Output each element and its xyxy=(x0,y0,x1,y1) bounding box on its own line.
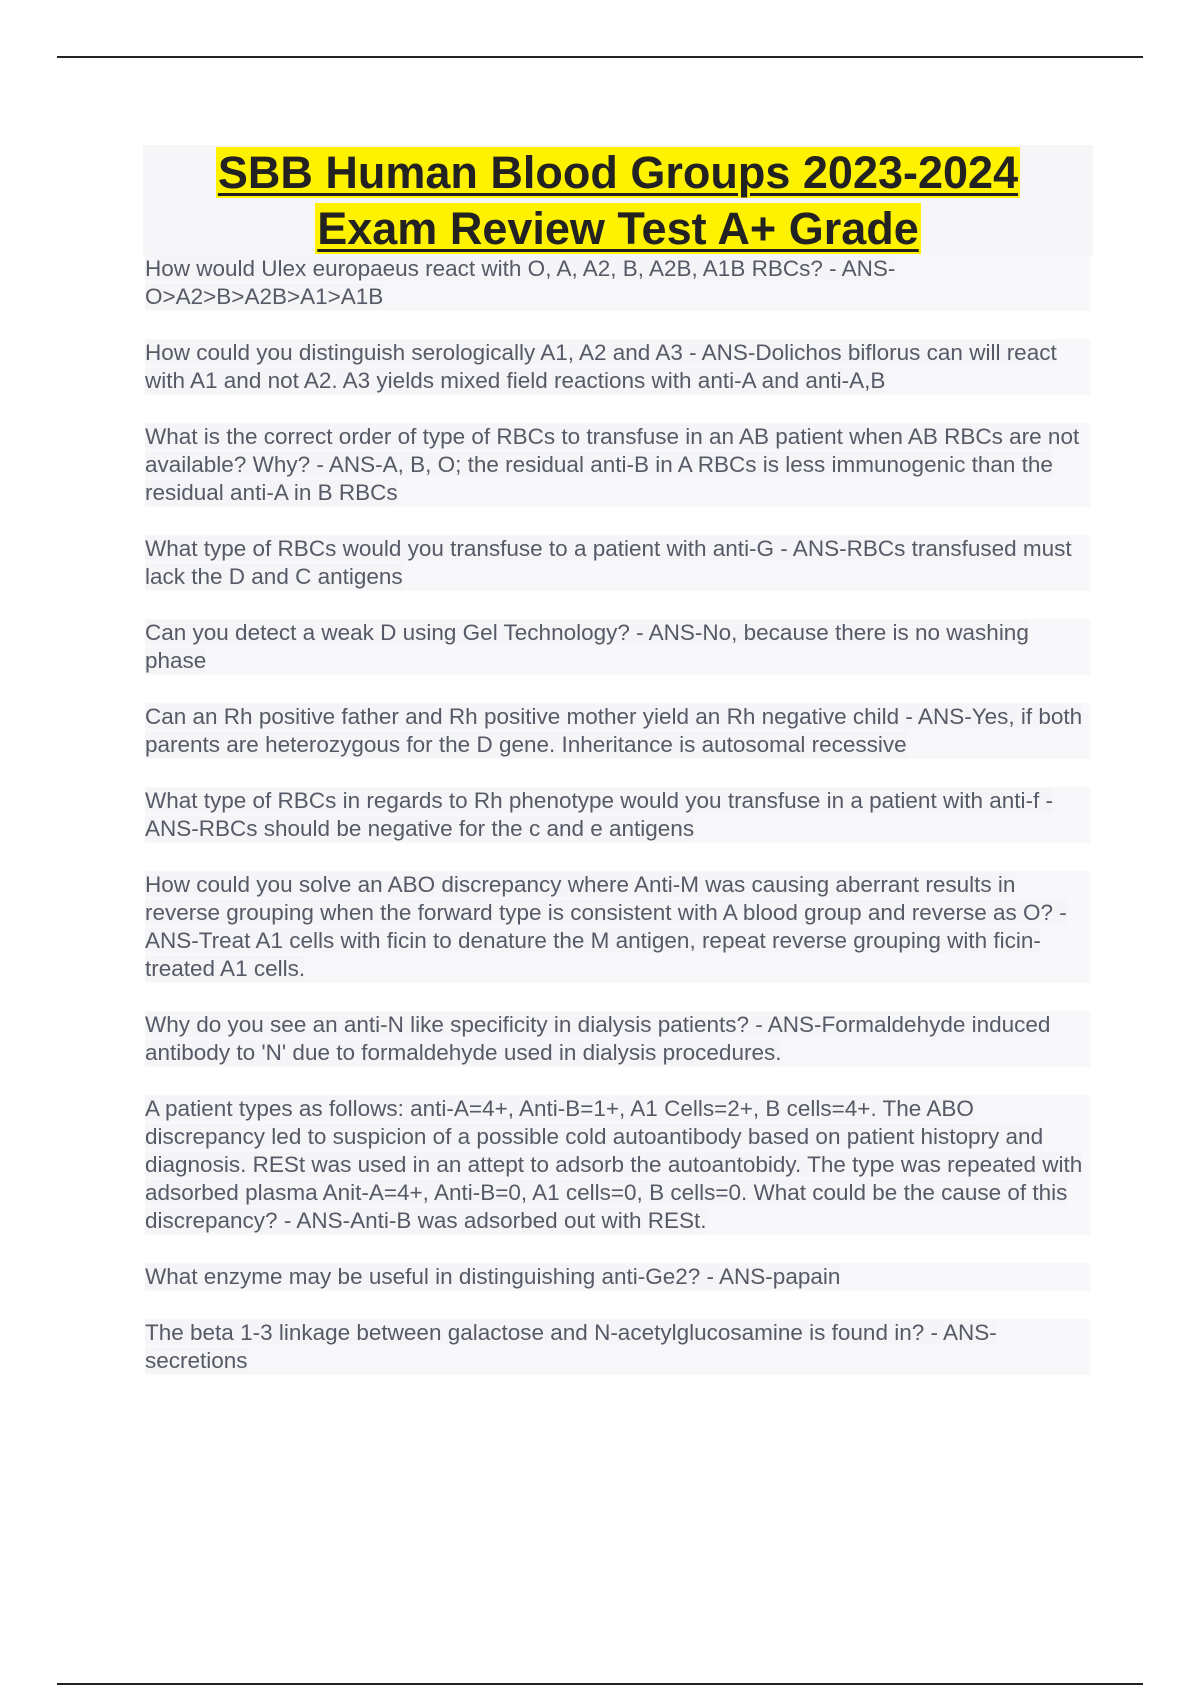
qa-item: What enzyme may be useful in distinguishing anti-Ge2? - ANS-papain xyxy=(145,1263,1090,1291)
document-title xyxy=(143,145,1093,255)
title-line-1: SBB Human Blood Groups 2023-2024 xyxy=(217,147,1019,198)
qa-list xyxy=(145,255,1090,1403)
qa-item: The beta 1-3 linkage between galactose and N-acetylglucosamine is found in? - ANS-secretions xyxy=(145,1319,1090,1375)
qa-item: What is the correct order of type of RBCs to transfuse in an AB patient when AB RBCs are not available? Why? - ANS-A, B, O; the residual anti-B in A RBCs is less immunogenic than the residual anti-A in B RBCs xyxy=(145,423,1090,507)
title-line-2: Exam Review Test A+ Grade xyxy=(317,203,919,254)
qa-item: How could you distinguish serologically A1, A2 and A3 - ANS-Dolichos biflorus can will react with A1 and not A2. A3 yields mixed field reactions with anti-A and anti-A,B xyxy=(145,339,1090,395)
qa-item: Can you detect a weak D using Gel Technology? - ANS-No, because there is no washing phase xyxy=(145,619,1090,675)
qa-item: What type of RBCs in regards to Rh phenotype would you transfuse in a patient with anti-f - ANS-RBCs should be negative for the c and e antigens xyxy=(145,787,1090,843)
qa-item: Can an Rh positive father and Rh positive mother yield an Rh negative child - ANS-Yes, if both parents are heterozygous for the D gene. Inheritance is autosomal recessive xyxy=(145,703,1090,759)
qa-item: How could you solve an ABO discrepancy where Anti-M was causing aberrant results in reverse grouping when the forward type is consistent with A blood group and reverse as O? - ANS-Treat A1 cells with ficin to denature the M antigen, repeat reverse grouping with ficin-treated A1 cells. xyxy=(145,871,1090,983)
bottom-rule xyxy=(57,1683,1143,1685)
top-rule xyxy=(57,56,1143,58)
qa-item: Why do you see an anti-N like specificity in dialysis patients? - ANS-Formaldehyde induced antibody to 'N' due to formaldehyde used in dialysis procedures. xyxy=(145,1011,1090,1067)
qa-item: What type of RBCs would you transfuse to a patient with anti-G - ANS-RBCs transfused must lack the D and C antigens xyxy=(145,535,1090,591)
qa-item: A patient types as follows: anti-A=4+, Anti-B=1+, A1 Cells=2+, B cells=4+. The ABO discrepancy led to suspicion of a possible cold autoantibody based on patient histopry and diagnosis. RESt was used in an attept to adsorb the autoantobidy. The type was repeated with adsorbed plasma Anit-A=4+, Anti-B=0, A1 cells=0, B cells=0. What could be the cause of this discrepancy? - ANS-Anti-B was adsorbed out with RESt. xyxy=(145,1095,1090,1235)
qa-item: How would Ulex europaeus react with O, A, A2, B, A2B, A1B RBCs? - ANS-O>A2>B>A2B>A1>A1B xyxy=(145,255,1090,311)
